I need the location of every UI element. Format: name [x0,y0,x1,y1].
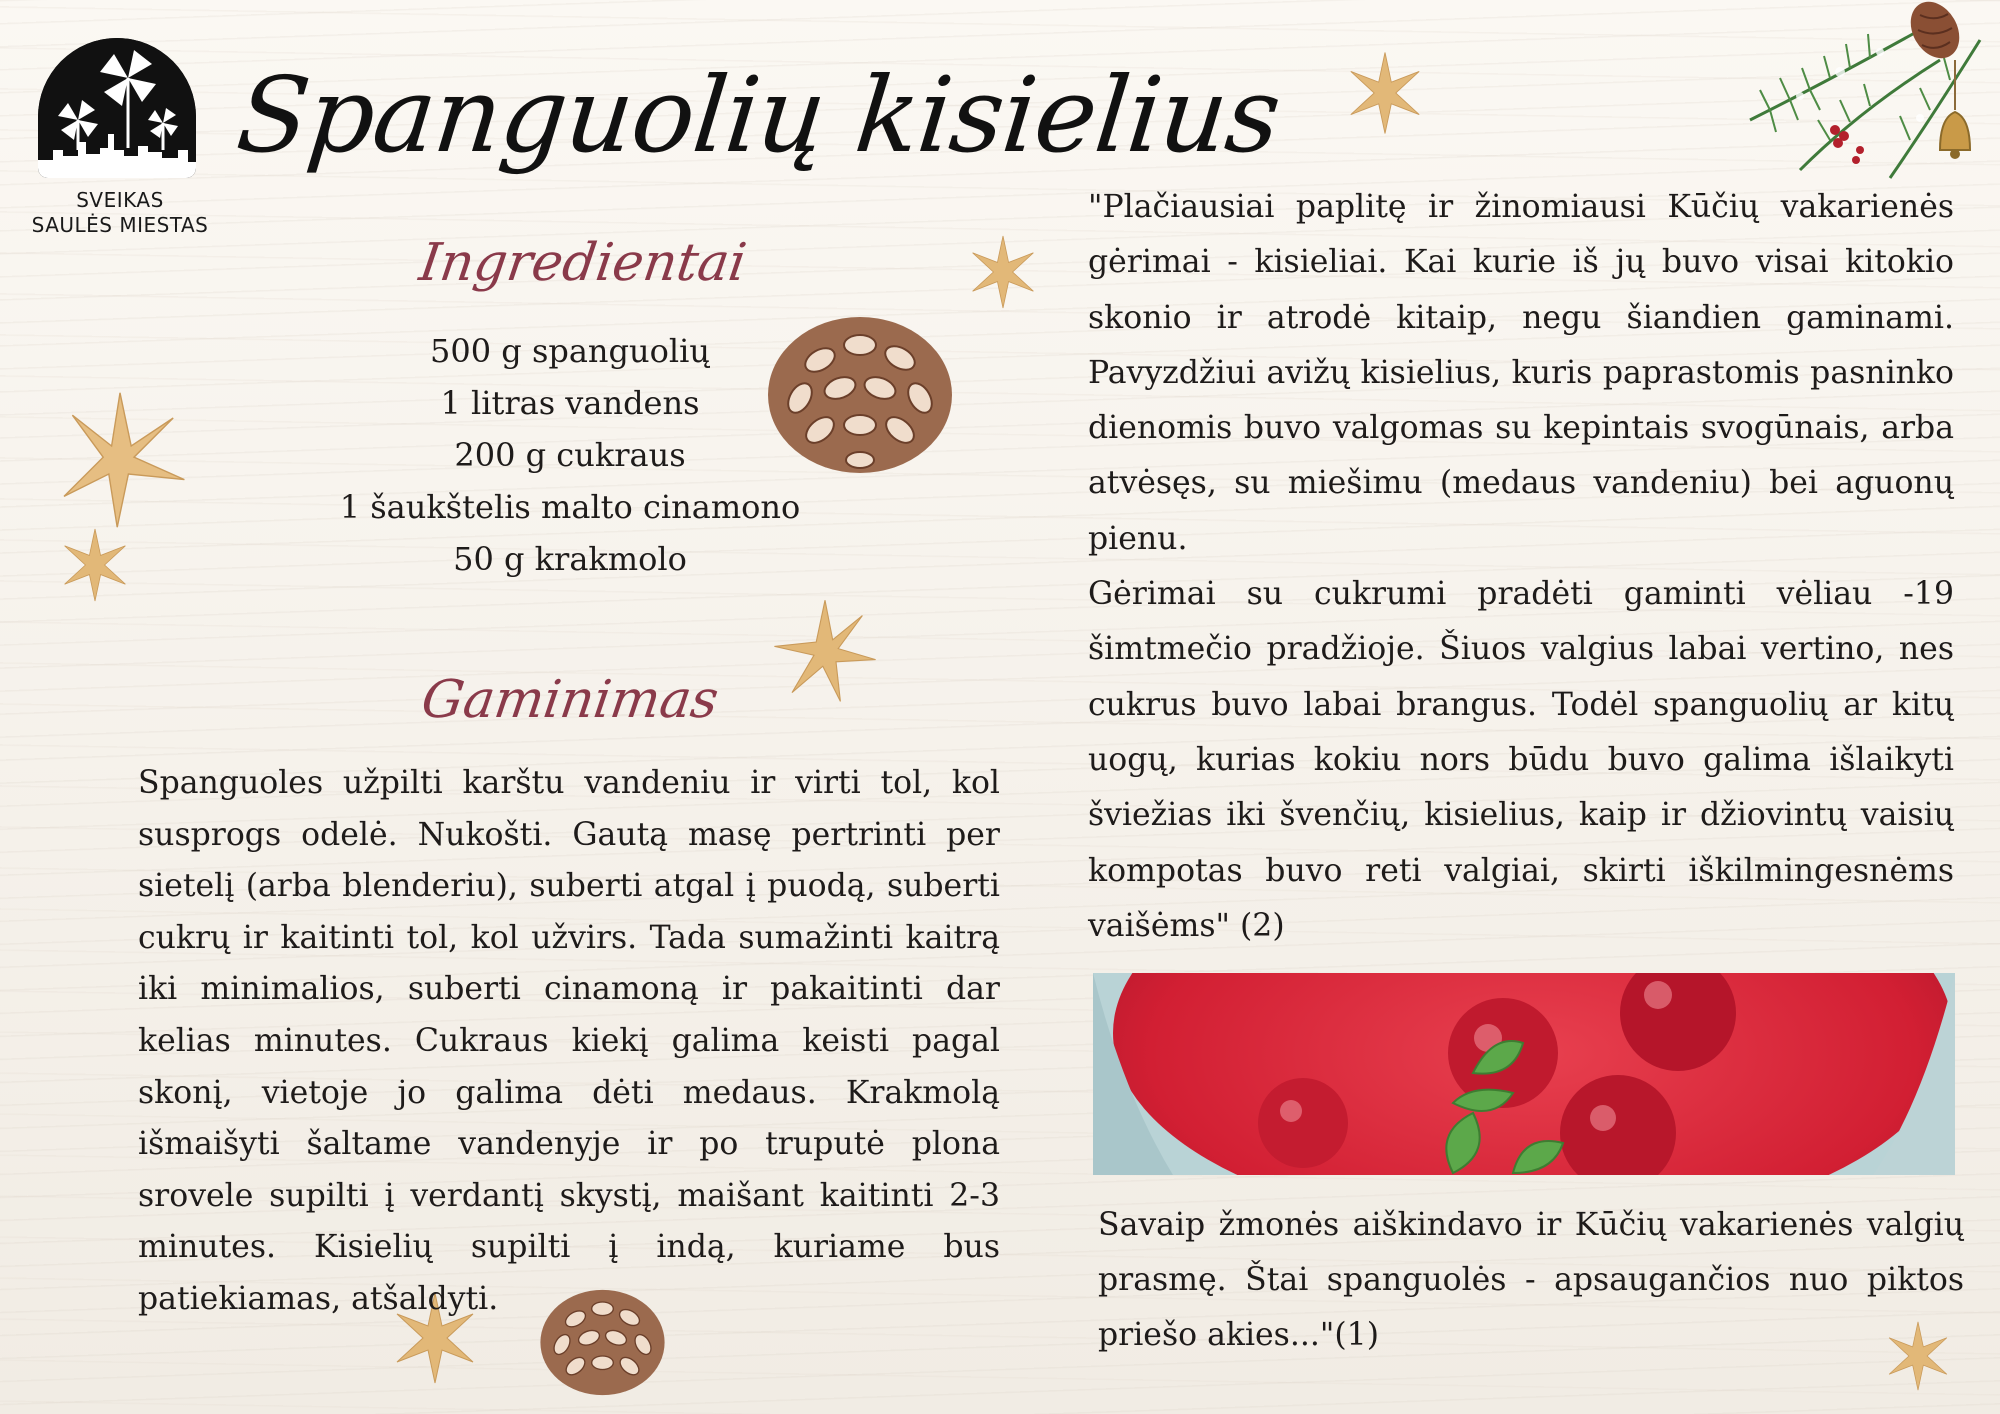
ingredient-item: 50 g krakmolo [453,540,687,578]
kisiel-photo [1093,973,1955,1175]
ingredients-heading: Ingredientai [415,233,750,293]
star-icon [55,525,135,605]
logo-line-1: SVEIKAS [76,188,164,212]
ingredient-item: 1 šaukštelis malto cinamono [339,488,801,526]
ingredient-item: 500 g spanguolių [430,332,710,370]
logo-text [30,188,210,238]
ingredient-item: 1 litras vandens [440,384,700,422]
ingredient-item: 200 g cukraus [454,436,686,474]
history-paragraph-1: "Plačiausiai paplitę ir žinomiausi Kūčių vakarienės gėrimai - kisieliai. Kai kurie iš jų buvo visai kitokio skonio ir atrodė kitaip, negu šiandien gaminami. Pavyzdžiui avižų kisielius, kuris paprastomis pasninko dienomis buvo valgomas su kepintais svogūnais, arba atvėsęs, su miešimu (medaus vandeniu) bei aguonų pienu. [1088,189,1954,557]
preparation-heading: Gaminimas [417,670,723,730]
history-text [1088,180,1954,954]
pine-branch-icon [1740,0,2000,180]
photo-caption: Savaip žmonės aiškindavo ir Kūčių vakarienės valgių prasmę. Štai spanguolės - apsaugančios nuo piktos priešo akies..."(1) [1098,1207,1964,1353]
preparation-text: Spanguoles užpilti karštu vandeniu ir virti tol, kol susprogs odelė. Nukošti. Gautą masę pertrinti per sietelį (arba blenderiu), suberti atgal į puodą, suberti cukrų ir kaitinti tol, kol užvirs. Tada sumažinti kaitrą iki minimalios, suberti cinamoną ir pakaitinti dar kelias minutes. Cukraus kiekį galima keisti pagal skonį, vietoje jo galima dėti medaus. Krakmolą išmaišyti šaltame vandenyje ir po truputė plona srovele supilti į verdantį skystį, maišant kaitinti 2-3 minutes. Kisielių supilti į indą, kuriame bus patiekiamas, atšaldyti. [138,765,1000,1317]
history-paragraph-2: Gėrimai su cukrumi pradėti gaminti vėliau -19 šimtmečio pradžioje. Šiuos valgius labai vertino, nes cukrus buvo labai brangus. Todėl spanguolių ar kitų uogų, kurias kokiu nors būdu buvo galima išlaikyti šviežias iki švenčių, kisielius, kaip ir džiovintų vaisių kompotas buvo reti valgiai, skirti iškilmingesnėms vaišėms" (2) [1088,576,1954,944]
page-title: Spanguolių kisielius [231,54,1286,176]
star-icon [770,598,880,708]
ingredients-list [240,325,900,585]
logo-emblem-icon [38,38,196,178]
star-icon [1340,48,1430,138]
logo-line-2: SAULĖS MIESTAS [31,213,209,237]
star-icon [50,390,190,530]
star-icon [963,232,1043,312]
kisiel-photo-image [1093,973,1955,1175]
logo [30,38,210,248]
